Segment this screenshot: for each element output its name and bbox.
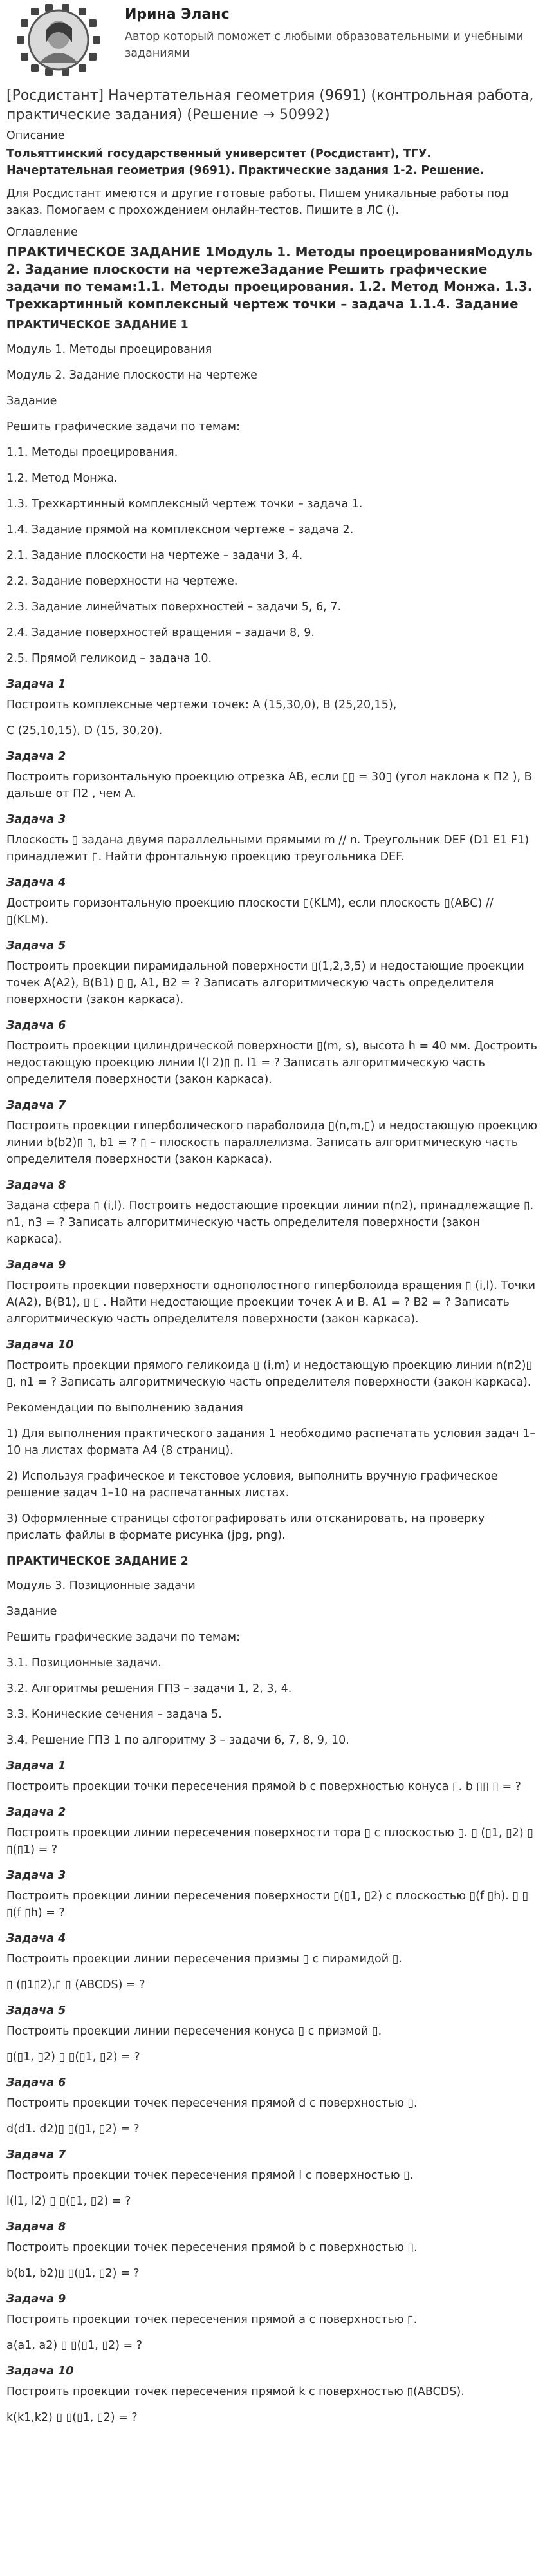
- task-text: a(a1, a2) ▯ ▯(▯1, ▯2) = ?: [6, 2339, 142, 2352]
- task-text: Построить проекции линии пересечения конуса ▯ с призмой ▯.: [6, 2025, 382, 2038]
- task-title: Задача 2: [6, 1806, 66, 1819]
- task-text: Построить проекции точек пересечения прямой k с поверхностью ▯(ABCDS).: [6, 2385, 465, 2398]
- pz1-line: 1.1. Методы проецирования.: [6, 446, 178, 459]
- pz1-recs-label: Рекомендации по выполнению задания: [6, 1402, 243, 1415]
- description-label: Описание: [6, 129, 65, 142]
- task-title: Задача 9: [6, 1259, 66, 1272]
- task-text: Построить проекции точек пересечения прямой d с поверхностью ▯.: [6, 2097, 418, 2110]
- task-text: Построить проекции точек пересечения прямой a с поверхностью ▯.: [6, 2313, 418, 2326]
- task-title: Задача 10: [6, 1339, 74, 1351]
- description-bold: Тольяттинский государственный университет (Росдистант), ТГУ. Начертательная геометрия (9691). Практические задания 1-2. Решение.: [6, 147, 485, 177]
- recommendation-item: 1) Для выполнения практического задания 1 необходимо распечатать условия задач 1–10 на листах формата А4 (8 страниц).: [6, 1427, 536, 1457]
- task-text: Построить проекции точки пересечения прямой b с поверхностью конуса ▯. b ▯▯ ▯ = ?: [6, 1780, 521, 1793]
- pz1-recs: [6, 1425, 539, 1544]
- pz1-lines: [6, 341, 539, 667]
- task-title: Задача 1: [6, 1760, 66, 1772]
- pz1-line: 2.4. Задание поверхностей вращения – задачи 8, 9.: [6, 626, 315, 639]
- pz1-line: Задание: [6, 395, 57, 408]
- author-name[interactable]: Ирина Эланс: [125, 6, 230, 23]
- description-text: Для Росдистант имеются и другие готовые работы. Пишем уникальные работы под заказ. Помогаем с прохождением онлайн-тестов. Пишите в ЛС ().: [6, 187, 509, 217]
- task-title: Задача 10: [6, 2365, 74, 2378]
- pz1-line: Решить графические задачи по темам:: [6, 420, 240, 433]
- task-title: Задача 6: [6, 1019, 66, 1032]
- pz2-line: 3.3. Конические сечения – задача 5.: [6, 1708, 222, 1721]
- task-text: Построить проекции пирамидальной поверхности ▯(1,2,3,5) и недостающие проекции точек А(А2), В(В1) ▯ ▯, A1, B2 = ? Записать алгоритмическую часть определителя поверхности (закон каркаса).: [6, 960, 524, 1006]
- pz1-line: 1.3. Трехкартинный комплексный чертеж точки – задача 1.: [6, 498, 363, 511]
- pz2-line: 3.1. Позиционные задачи.: [6, 1657, 162, 1669]
- task-text: ▯ (▯1▯2),▯ ▯ (ABCDS) = ?: [6, 1979, 145, 1991]
- task-title: Задача 2: [6, 750, 66, 763]
- task-title: Задача 4: [6, 1932, 66, 1945]
- pz1-line: 2.2. Задание поверхности на чертеже.: [6, 575, 238, 588]
- pz2-line: 3.2. Алгоритмы решения ГПЗ – задачи 1, 2, 3, 4.: [6, 1682, 292, 1695]
- task-text: Построить проекции поверхности однополостного гиперболоида вращения ▯ (i,l). Точки А(А2), В(В1), ▯ ▯ . Найти недостающие проекции точек А и В. А1 = ? В2 = ? Записать алгоритмическую часть определителя поверхности (закон каркаса).: [6, 1279, 536, 1326]
- task-title: Задача 4: [6, 876, 66, 889]
- toc-text: ПРАКТИЧЕСКОЕ ЗАДАНИЕ 1Модуль 1. Методы проецированияМодуль 2. Задание плоскости на чертежеЗадание Решить графические задачи по темам:1.1. Методы проецирования. 1.2. Метод Монжа. 1.3. Трехкартинный комплексный чертеж точки – задача 1.1.4. Задание: [6, 244, 533, 312]
- task-text: Построить проекции точек пересечения прямой l с поверхностью ▯.: [6, 2169, 414, 2182]
- task-title: Задача 5: [6, 939, 66, 952]
- pz1-line: Модуль 1. Методы проецирования: [6, 343, 212, 356]
- task-title: Задача 6: [6, 2076, 66, 2089]
- task-text: Построить комплексные чертежи точек: A (15,30,0), B (25,20,15),: [6, 699, 397, 711]
- pz2-line: Задание: [6, 1605, 57, 1618]
- recommendation-item: 3) Оформленные страницы сфотографировать или отсканировать, на проверку прислать файлы в формате рисунка (jpg, png).: [6, 1512, 485, 1542]
- toc-label: Оглавление: [6, 226, 78, 239]
- author-header: [6, 0, 539, 81]
- task-title: Задача 7: [6, 1099, 66, 1112]
- pz1-line: 2.5. Прямой геликоид – задача 10.: [6, 652, 212, 665]
- pz2-line: Модуль 3. Позиционные задачи: [6, 1579, 196, 1592]
- task-text: Построить проекции гиперболического параболоида ▯(n,m,▯) и недостающую проекцию линии b(b2)▯ ▯, b1 = ? ▯ – плоскость параллелизма. Записать алгоритмическую часть определителя поверхности (закон каркаса).: [6, 1120, 538, 1166]
- author-subtitle: Автор который поможет с любыми образовательными и учебными заданиями: [125, 30, 524, 60]
- task-text: b(b1, b2)▯ ▯(▯1, ▯2) = ?: [6, 2267, 140, 2280]
- task-title: Задача 3: [6, 813, 66, 826]
- task-text: Построить проекции точек пересечения прямой b с поверхностью ▯.: [6, 2241, 418, 2254]
- pz1-line: 2.1. Задание плоскости на чертеже – задачи 3, 4.: [6, 549, 303, 562]
- page-title: [Росдистант] Начертательная геометрия (9691) (контрольная работа, практические задания) (Решение → 50992): [6, 88, 534, 123]
- pz1-line: 1.4. Задание прямой на комплексном чертеже – задача 2.: [6, 523, 354, 536]
- avatar-image: [13, 4, 108, 76]
- task-text: Плоскость ▯ задана двумя параллельными прямыми m // n. Треугольник DEF (D1 E1 F1) принадлежит ▯. Найти фронтальную проекцию треугольника DEF.: [6, 834, 530, 863]
- avatar[interactable]: [13, 4, 108, 76]
- task-title: Задача 3: [6, 1869, 66, 1882]
- task-text: Построить проекции цилиндрической поверхности ▯(m, s), высота h = 40 мм. Достроить недостающую проекцию линии l(l 2)▯ ▯. l1 = ? Записать алгоритмическую часть определителя поверхности (закон каркаса).: [6, 1040, 537, 1086]
- task-text: Задана сфера ▯ (i,l). Построить недостающие проекции линии n(n2), принадлежащие ▯. n1, n3 = ? Записать алгоритмическую часть определителя поверхности (закон каркаса).: [6, 1199, 534, 1246]
- pz1-tasks: [6, 676, 539, 1391]
- pz2-lines: [6, 1577, 539, 1749]
- task-title: Задача 9: [6, 2293, 66, 2306]
- pz2-heading: ПРАКТИЧЕСКОЕ ЗАДАНИЕ 2: [6, 1555, 189, 1568]
- pz1-line: 2.3. Задание линейчатых поверхностей – задачи 5, 6, 7.: [6, 601, 342, 614]
- pz1-heading: ПРАКТИЧЕСКОЕ ЗАДАНИЕ 1: [6, 319, 189, 332]
- task-text: Достроить горизонтальную проекцию плоскости ▯(KLM), если плоскость ▯(ABC) // ▯(KLM).: [6, 897, 494, 926]
- task-title: Задача 1: [6, 678, 66, 691]
- task-text: Построить проекции линии пересечения поверхности ▯(▯1, ▯2) с плоскостью ▯(f ▯h). ▯ ▯ ▯(f ▯h) = ?: [6, 1890, 529, 1919]
- recommendation-item: 2) Используя графическое и текстовое условия, выполнить вручную графическое решение задач 1–10 на распечатанных листах.: [6, 1470, 498, 1500]
- task-text: Построить проекции прямого геликоида ▯ (i,m) и недостающую проекцию линии n(n2)▯ ▯, n1 = ? Записать алгоритмическую часть определителя поверхности (закон каркаса).: [6, 1359, 533, 1389]
- pz2-tasks: [6, 1758, 539, 2426]
- pz2-line: 3.4. Решение ГПЗ 1 по алгоритму 3 – задачи 6, 7, 8, 9, 10.: [6, 1734, 349, 1747]
- pz1-line: 1.2. Метод Монжа.: [6, 472, 118, 485]
- task-title: Задача 8: [6, 1179, 66, 1192]
- task-text: d(d1. d2)▯ ▯(▯1, ▯2) = ?: [6, 2123, 140, 2136]
- task-text: l(l1, l2) ▯ ▯(▯1, ▯2) = ?: [6, 2195, 131, 2208]
- pz1-line: Модуль 2. Задание плоскости на чертеже: [6, 369, 257, 382]
- pz2-line: Решить графические задачи по темам:: [6, 1631, 240, 1644]
- task-text: Построить горизонтальную проекцию отрезка АВ, если ▯▯ = 30▯ (угол наклона к П2 ), В дальше от П2 , чем А.: [6, 771, 532, 800]
- task-title: Задача 5: [6, 2004, 66, 2017]
- task-title: Задача 8: [6, 2221, 66, 2233]
- task-text: ▯(▯1, ▯2) ▯ ▯(▯1, ▯2) = ?: [6, 2051, 140, 2064]
- task-text: Построить проекции линии пересечения призмы ▯ с пирамидой ▯.: [6, 1953, 402, 1966]
- task-text: C (25,10,15), D (15, 30,20).: [6, 724, 163, 737]
- task-text: k(k1,k2) ▯ ▯(▯1, ▯2) = ?: [6, 2411, 138, 2424]
- task-text: Построить проекции линии пересечения поверхности тора ▯ с плоскостью ▯. ▯ (▯1, ▯2) ▯ ▯(▯1) = ?: [6, 1827, 533, 1856]
- task-title: Задача 7: [6, 2148, 66, 2161]
